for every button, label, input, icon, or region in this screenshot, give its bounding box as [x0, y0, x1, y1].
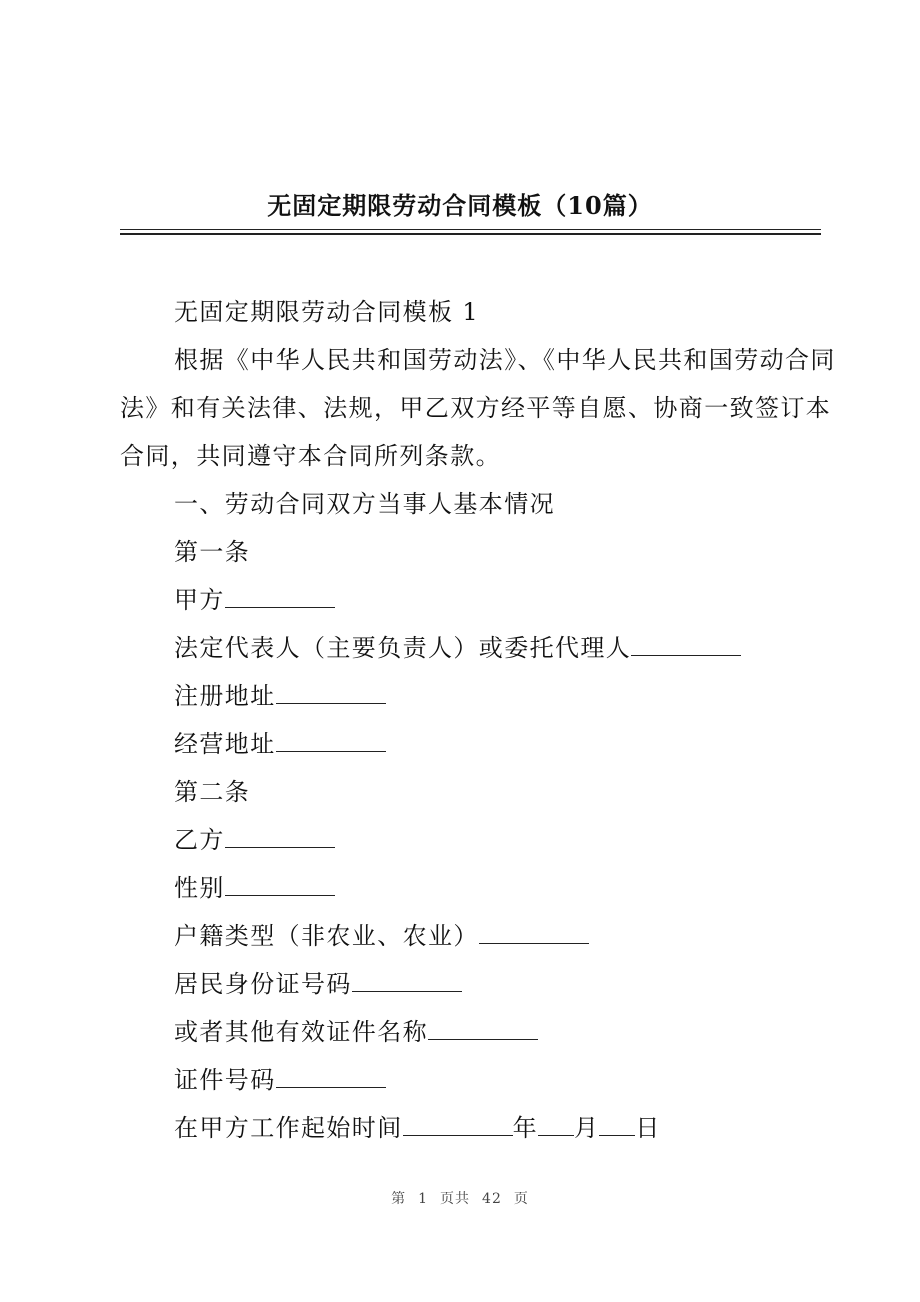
- document-title: 无固定期限劳动合同模板（10篇）: [267, 191, 653, 220]
- registered-address-blank: [276, 681, 386, 704]
- cert-number-blank: [276, 1065, 386, 1088]
- party-b-blank: [225, 825, 335, 848]
- start-time-label: 在甲方工作起始时间: [174, 1114, 403, 1142]
- day-label: 日: [635, 1114, 661, 1142]
- cert-number-row: [174, 1065, 386, 1095]
- household-type-label: 户籍类型（非农业、农业）: [174, 922, 479, 950]
- id-number-blank: [352, 969, 462, 992]
- month-label: 月: [574, 1114, 600, 1142]
- party-a-row: [174, 585, 335, 615]
- start-month-blank: [538, 1113, 574, 1136]
- party-b-row: [174, 825, 335, 855]
- footer-page-suffix: 页: [513, 1191, 529, 1207]
- household-type-row: [174, 921, 589, 951]
- footer-page-prefix: 第: [391, 1191, 407, 1207]
- id-number-row: [174, 969, 462, 999]
- title-rule-top: [120, 229, 821, 230]
- party-a-blank: [225, 585, 335, 608]
- page-footer: [0, 1188, 920, 1208]
- footer-page-mid: 页共: [440, 1191, 471, 1207]
- article-two: 第二条: [174, 778, 251, 806]
- section-heading: 无固定期限劳动合同模板 1: [174, 298, 480, 326]
- other-id-label: 或者其他有效证件名称: [174, 1018, 428, 1046]
- start-year-blank: [403, 1113, 513, 1136]
- registered-address-label: 注册地址: [174, 682, 276, 710]
- other-id-row: [174, 1017, 538, 1047]
- gender-row: [174, 873, 335, 903]
- registered-address-row: [174, 681, 386, 711]
- legal-rep-label: 法定代表人（主要负责人）或委托代理人: [174, 634, 632, 662]
- party-b-label: 乙方: [174, 826, 225, 854]
- legal-rep-row: [174, 633, 741, 663]
- business-address-blank: [276, 729, 386, 752]
- other-id-blank: [428, 1017, 538, 1040]
- business-address-label: 经营地址: [174, 730, 276, 758]
- legal-rep-blank: [631, 633, 741, 656]
- household-type-blank: [479, 921, 589, 944]
- party-a-label: 甲方: [174, 586, 225, 614]
- year-label: 年: [512, 1114, 539, 1142]
- start-time-row: [174, 1113, 661, 1143]
- intro-line-3: 合同，共同遵守本合同所列条款。: [120, 442, 501, 470]
- id-number-label: 居民身份证号码: [174, 970, 352, 998]
- start-day-blank: [599, 1113, 635, 1136]
- footer-current-page: 1: [418, 1191, 429, 1207]
- intro-line-2: 法》和有关法律、法规，甲乙双方经平等自愿、协商一致签订本: [120, 394, 832, 422]
- gender-label: 性别: [174, 874, 225, 902]
- business-address-row: [174, 729, 386, 759]
- gender-blank: [225, 873, 335, 896]
- footer-total-pages: 42: [482, 1191, 502, 1207]
- intro-line-1: 根据《中华人民共和国劳动法》、《中华人民共和国劳动合同: [174, 346, 836, 374]
- article-one: 第一条: [174, 538, 251, 566]
- cert-number-label: 证件号码: [174, 1066, 276, 1094]
- part-one-heading: 一、劳动合同双方当事人基本情况: [174, 490, 555, 518]
- title-rule-bottom: [120, 233, 821, 235]
